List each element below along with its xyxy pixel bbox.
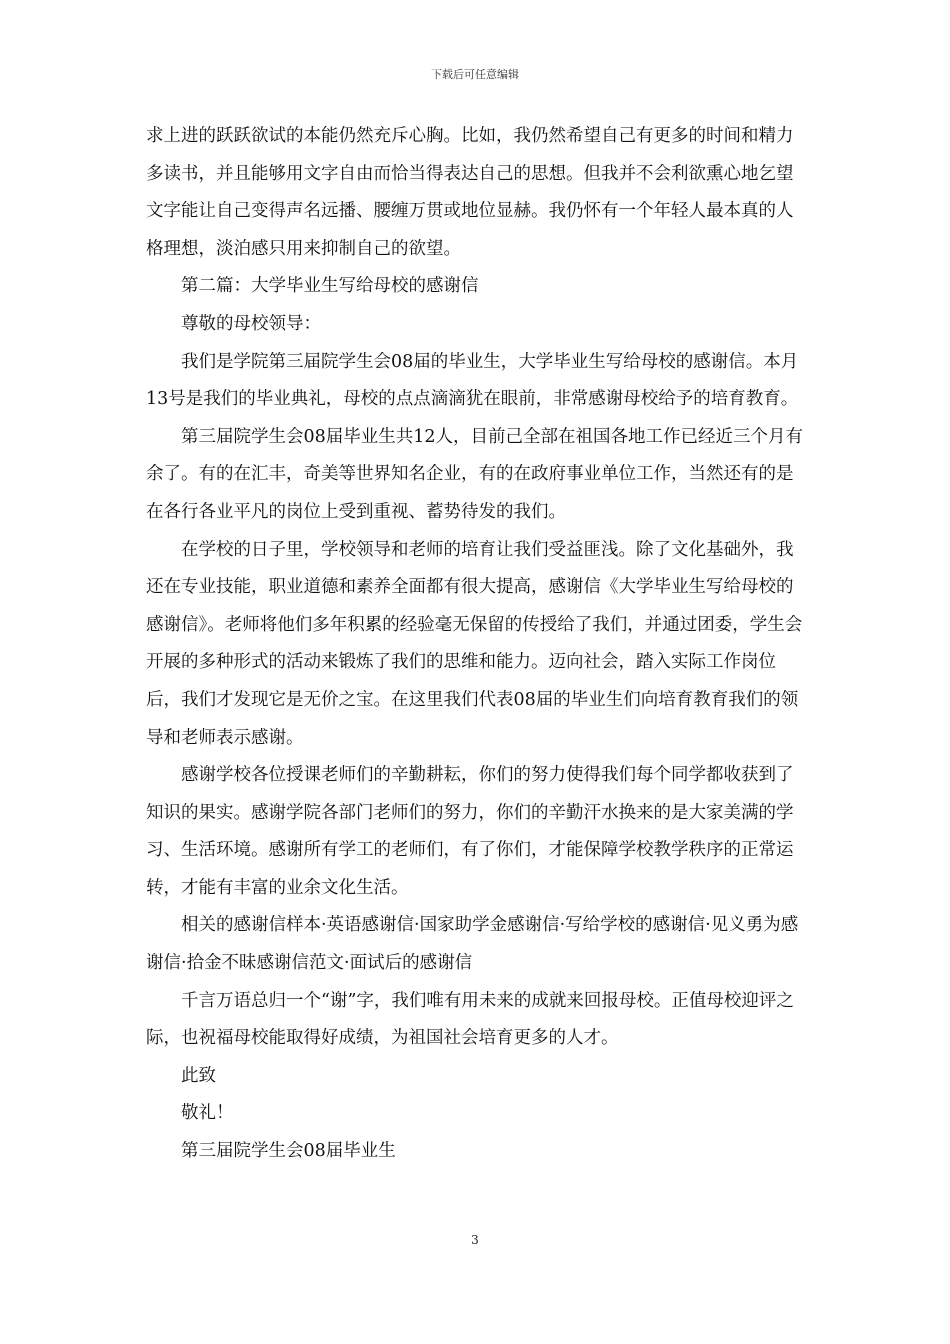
salutation: 尊敬的母校领导： — [181, 313, 321, 334]
paragraph: 千言万语总归一个“谢”字，我们唯有用未来的成就来回报母校。正值母校迎评之际，也祝福母校能取得好成绩，为祖国社会培育更多的人才。 — [146, 990, 794, 1049]
paragraph-continuation: 求上进的跃跃欲试的本能仍然充斥心胸。比如，我仍然希望自己有更多的时间和精力多读书，并且能够用文字自由而恰当得表达自己的思想。但我并不会利欲熏心地乞望文字能让自己变得声名远播、腰缠万贯或地位显赫。我仍怀有一个年轻人最本真的人格理想，淡泊感只用来抑制自己的欲望。 — [146, 126, 794, 259]
paragraph: 感谢学校各位授课老师们的辛勤耕耘，你们的努力使得我们每个同学都收获到了知识的果实。感谢学院各部门老师们的努力，你们的辛勤汗水换来的是大家美满的学习、生活环境。感谢所有学工的老师们，有了你们，才能保障学校教学秩序的正常运转，才能有丰富的业余文化生活。 — [146, 765, 794, 898]
closing-jingli: 敬礼！ — [181, 1103, 234, 1124]
section-title: 第二篇：大学毕业生写给母校的感谢信 — [181, 276, 479, 297]
signature: 第三届院学生会08届毕业生 — [181, 1141, 396, 1162]
paragraph: 在学校的日子里，学校领导和老师的培育让我们受益匪浅。除了文化基础外，我还在专业技能，职业道德和素养全面都有很大提高，感谢信《大学毕业生写给母校的感谢信》。老师将他们多年积累的经验毫无保留的传授给了我们，并通过团委，学生会开展的多种形式的活动来锻炼了我们的思维和能力。迈向社会，踏入实际工作岗位后，我们才发现它是无价之宝。在这里我们代表08届的毕业生们向培育教育我们的领导和老师表示感谢。 — [146, 539, 803, 748]
document-body — [146, 118, 806, 1171]
closing-cizhi: 此致 — [181, 1065, 216, 1086]
related-links-paragraph: 相关的感谢信样本·英语感谢信·国家助学金感谢信·写给学校的感谢信·见义勇为感谢信·拾金不昧感谢信范文·面试后的感谢信 — [146, 915, 799, 974]
page-number: 3 — [471, 1233, 479, 1247]
page-header: 下载后可任意编辑 — [431, 68, 519, 81]
paragraph: 我们是学院第三届院学生会08届的毕业生，大学毕业生写给母校的感谢信。本月13号是我们的毕业典礼，母校的点点滴滴犹在眼前，非常感谢母校给予的培育教育。 — [146, 351, 799, 410]
paragraph: 第三届院学生会08届毕业生共12人，目前己全部在祖国各地工作已经近三个月有余了。有的在汇丰，奇美等世界知名企业，有的在政府事业单位工作，当然还有的是在各行各业平凡的岗位上受到重视、蓄势待发的我们。 — [146, 426, 804, 522]
